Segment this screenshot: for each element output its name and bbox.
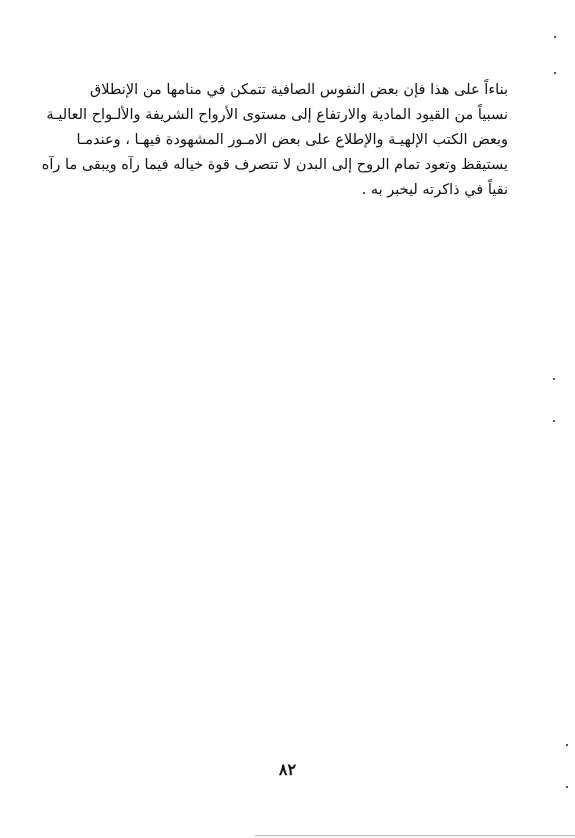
text-line-1: بناءاً على هذا فإن بعض النفوس الصافية تتمكن في منامها من الإنطلاق: [90, 82, 508, 98]
text-line-4: يستيقظ وتعود تمام الروح إلى البدن لا تتصرف قوة خياله فيما رآه ويبقى ما رآه: [41, 157, 508, 173]
text-line-3: وبعض الكتب الإلهيـة والإطلاع على بعض الامـور المشهودة فيهـا ، وعندمـا: [76, 132, 508, 148]
scan-speck: [554, 72, 556, 74]
body-paragraph: [41, 78, 508, 203]
text-line-5: نقياً في ذاكرته ليخبر به .: [361, 182, 508, 198]
scan-speck: [554, 36, 556, 38]
scan-speck: [553, 378, 555, 380]
text-line-2: نسبياً من القيود المادية والارتفاع إلى مستوى الأرواح الشريفة والألـواح العاليـة: [46, 107, 508, 123]
scan-speck: [553, 420, 555, 422]
scan-edge-line: [255, 835, 575, 836]
scan-speck: [566, 786, 568, 788]
scan-speck: [566, 744, 568, 746]
page-number: ٨٢: [278, 760, 297, 779]
